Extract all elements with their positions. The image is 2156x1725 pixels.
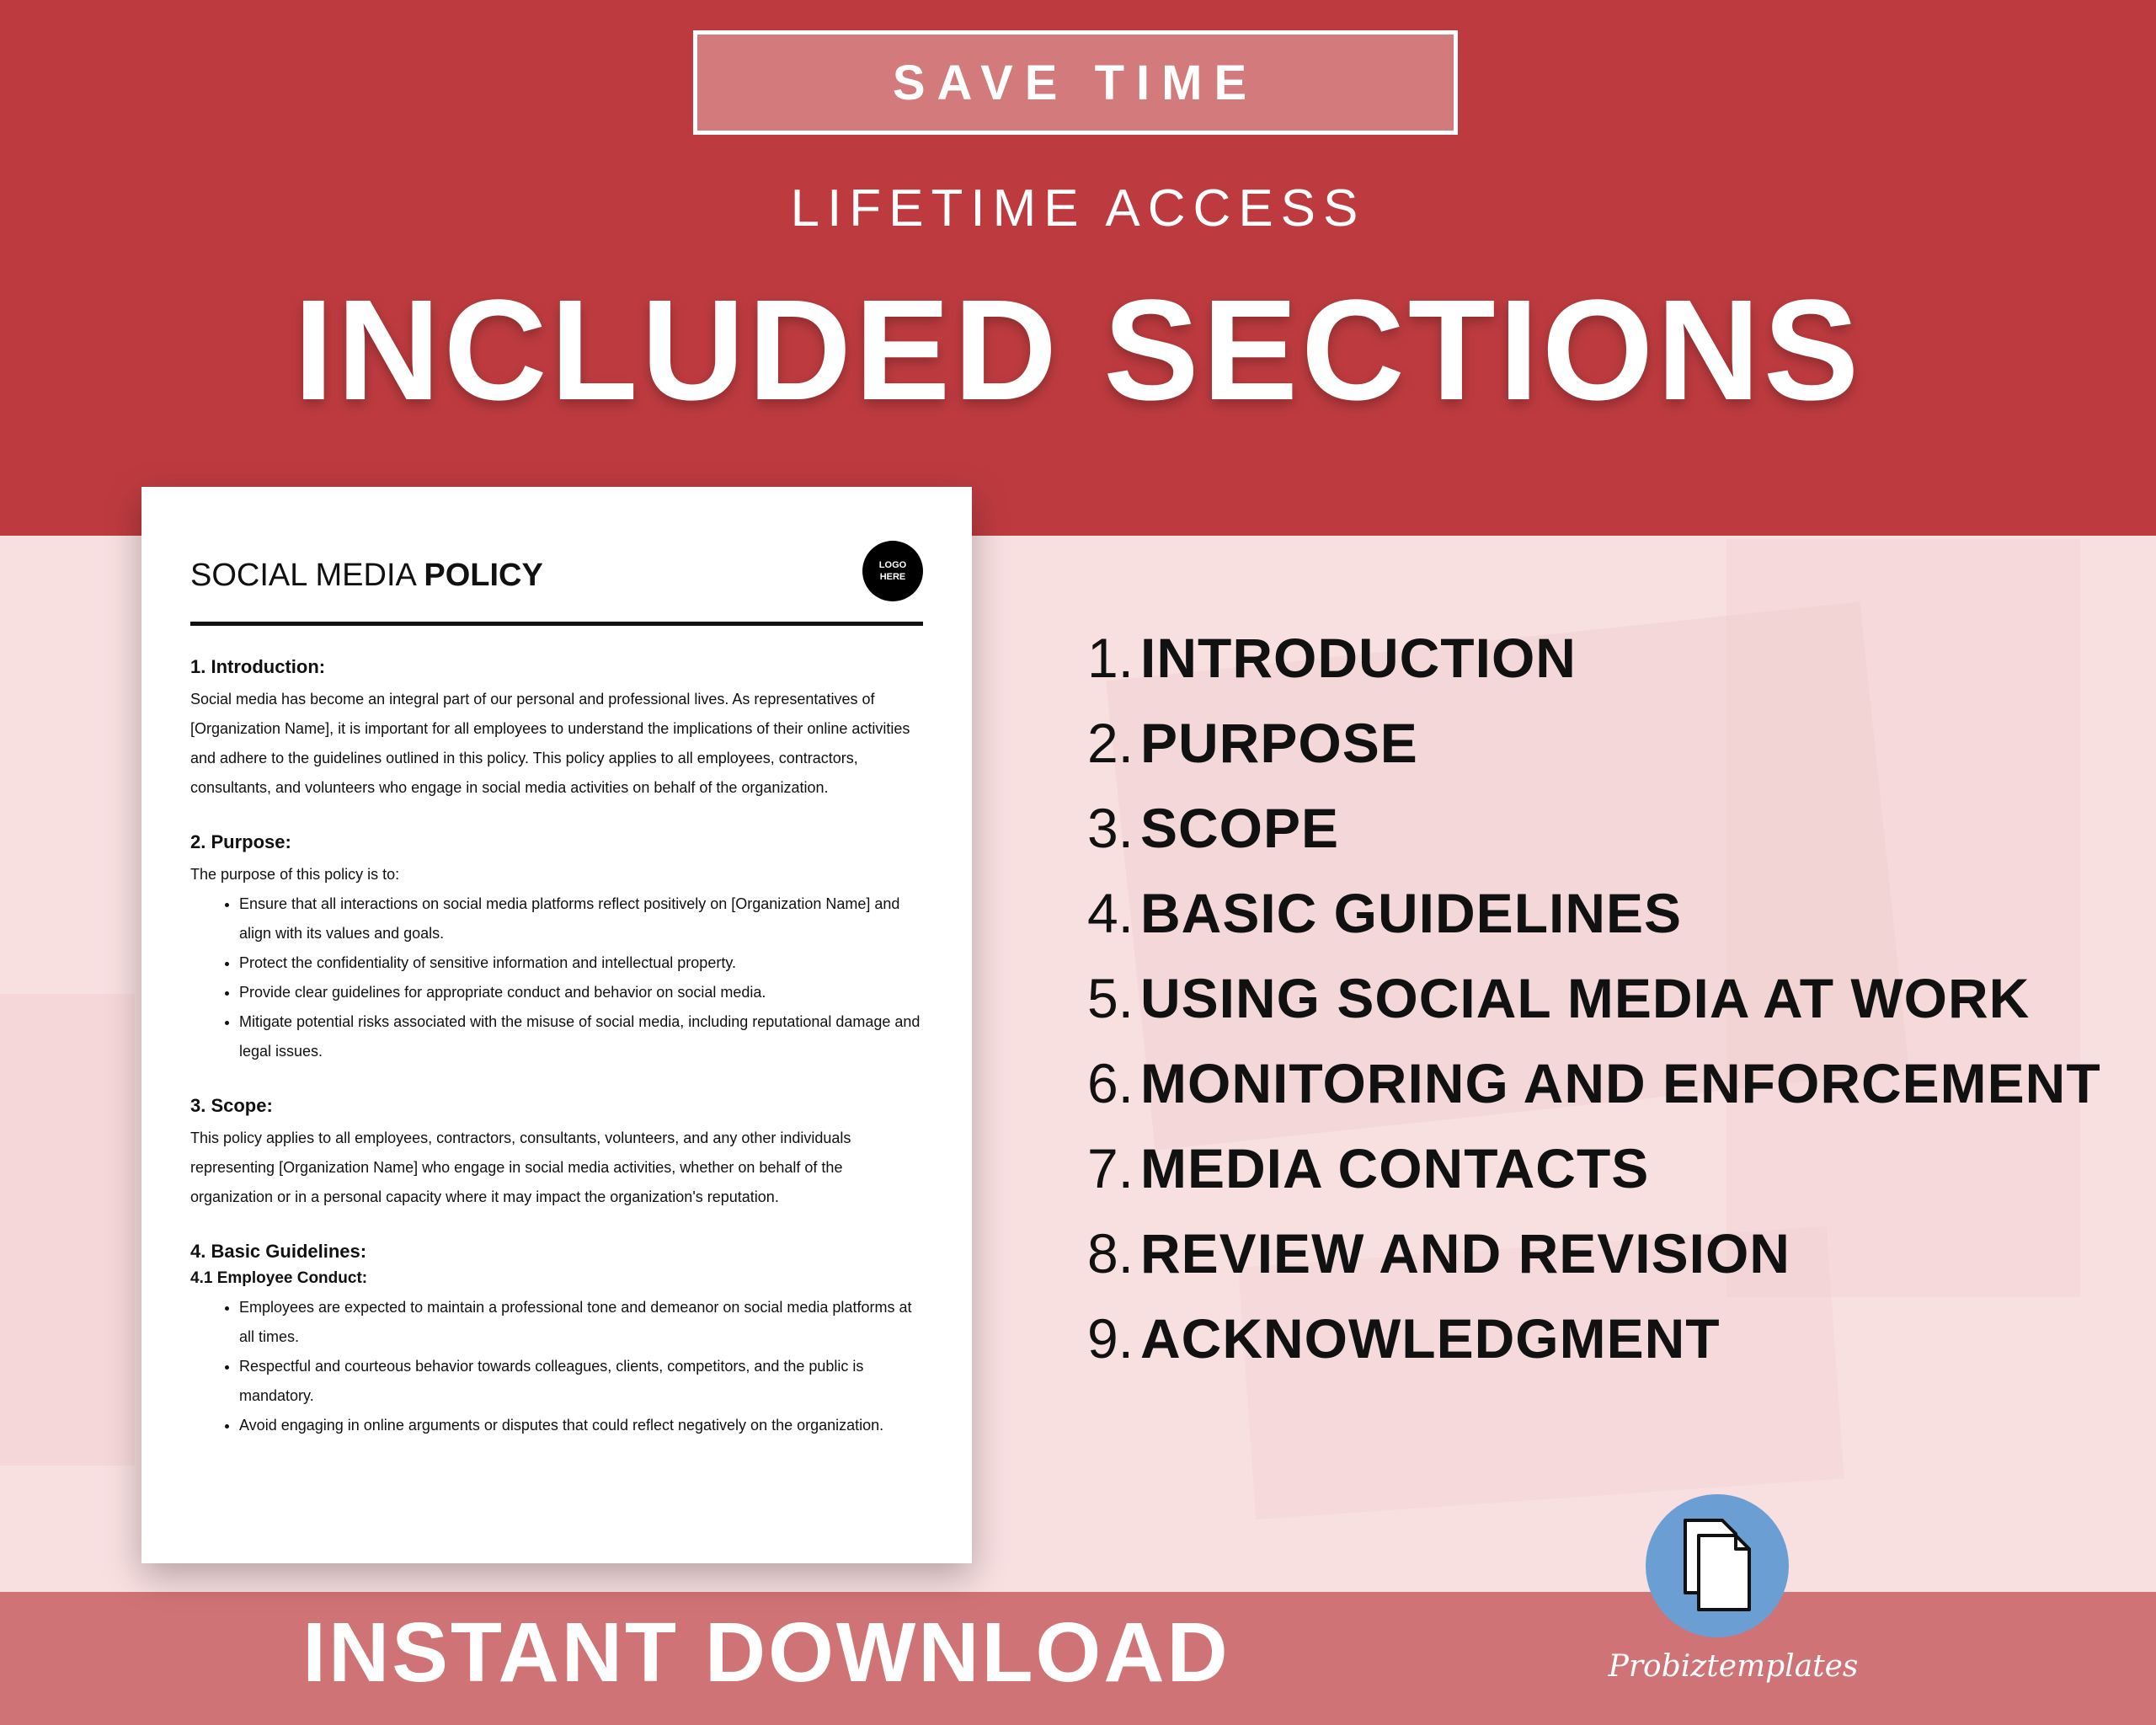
save-time-badge: SAVE TIME xyxy=(693,30,1458,135)
included-sections-title: INCLUDED SECTIONS xyxy=(293,270,1863,430)
section-number: 2. xyxy=(1086,711,1134,774)
section-item-monitoring xyxy=(1078,1040,2101,1125)
list-item: • Respectful and courteous behavior towards colleagues, clients, competitors, and the public is mandatory. xyxy=(239,1352,923,1411)
section-label: MEDIA CONTACTS xyxy=(1140,1136,1650,1199)
document-header xyxy=(190,487,923,626)
section-label: REVIEW AND REVISION xyxy=(1140,1221,1790,1284)
section-item-scope xyxy=(1078,785,2101,870)
section-item-introduction xyxy=(1078,615,2101,700)
section-label: PURPOSE xyxy=(1140,711,1418,774)
section-number: 6. xyxy=(1086,1051,1134,1114)
list-item: • Avoid engaging in online arguments or disputes that could reflect negatively on the organization. xyxy=(239,1411,923,1440)
lifetime-access-subtitle: LIFETIME ACCESS xyxy=(790,179,1366,238)
section-number: 8. xyxy=(1086,1221,1134,1284)
logo-placeholder xyxy=(862,541,923,601)
document-preview xyxy=(141,487,972,1563)
section-label: USING SOCIAL MEDIA AT WORK xyxy=(1140,966,2031,1029)
subsection-heading-employee-conduct: 4.1 Employee Conduct: xyxy=(190,1269,368,1287)
section-number: 9. xyxy=(1086,1306,1134,1370)
section-label: INTRODUCTION xyxy=(1140,626,1577,689)
purpose-lead: The purpose of this policy is to: xyxy=(190,866,400,883)
section-number: 4. xyxy=(1086,881,1134,944)
introduction-text: Social media has become an integral part of our personal and professional lives. As representatives of [Organization Name], it is important for all employees to understand the implications of their online activities and adhere to the guidelines outlined in this policy. This policy applies to all employees, contractors, consultants, and volunteers who engage in social media activities on behalf of the organization. xyxy=(190,691,910,796)
section-number: 1. xyxy=(1086,626,1134,689)
section-item-review xyxy=(1078,1210,2101,1295)
section-number: 3. xyxy=(1086,796,1134,859)
list-item: • Ensure that all interactions on social media platforms reflect positively on [Organization Name] and align with its values and goals. xyxy=(239,889,923,948)
section-item-purpose xyxy=(1078,700,2101,785)
document-title-bold: POLICY xyxy=(424,558,543,593)
section-item-acknowledgment xyxy=(1078,1295,2101,1381)
section-heading-purpose: 2. Purpose: xyxy=(190,831,291,852)
list-item: • Employees are expected to maintain a professional tone and demeanor on social media platforms at all times. xyxy=(239,1293,923,1352)
list-item: • Protect the confidentiality of sensitive information and intellectual property. xyxy=(239,948,923,978)
section-number: 5. xyxy=(1086,966,1134,1029)
scope-text: This policy applies to all employees, contractors, consultants, volunteers, and any other individuals representing [Organization Name] who engage in social media activities, whether on behalf of the organization or in a personal capacity where it may impact the organization's reputation. xyxy=(190,1130,851,1205)
list-item: • Provide clear guidelines for appropriate conduct and behavior on social media. xyxy=(239,978,923,1007)
section-number: 7. xyxy=(1086,1136,1134,1199)
section-item-using-social-media xyxy=(1078,955,2101,1040)
purpose-list xyxy=(190,889,923,1066)
section-label: MONITORING AND ENFORCEMENT xyxy=(1140,1051,2101,1114)
section-label: SCOPE xyxy=(1140,796,1340,859)
document-title xyxy=(190,558,543,594)
section-heading-introduction: 1. Introduction: xyxy=(190,656,326,677)
section-label: BASIC GUIDELINES xyxy=(1140,881,1683,944)
logo-text-line1: LOGO xyxy=(878,560,907,570)
instant-download-banner: INSTANT DOWNLOAD xyxy=(302,1605,1230,1700)
section-label: ACKNOWLEDGMENT xyxy=(1140,1306,1721,1370)
section-heading-scope: 3. Scope: xyxy=(190,1095,273,1116)
brand-name: Probiztemplates xyxy=(1608,1649,1859,1684)
list-item: • Mitigate potential risks associated with the misuse of social media, including reputational damage and legal issues. xyxy=(239,1007,923,1066)
background-blur-shape xyxy=(0,994,135,1466)
logo-text-line2: HERE xyxy=(879,572,906,582)
section-heading-basic-guidelines: 4. Basic Guidelines: xyxy=(190,1241,367,1262)
section-item-basic-guidelines xyxy=(1078,870,2101,955)
conduct-list xyxy=(190,1293,923,1440)
section-item-media-contacts xyxy=(1078,1125,2101,1210)
brand-logo xyxy=(1646,1494,1789,1637)
document-title-light: SOCIAL MEDIA xyxy=(190,558,415,593)
documents-icon xyxy=(1675,1515,1759,1616)
included-sections-list xyxy=(1078,615,2101,1381)
